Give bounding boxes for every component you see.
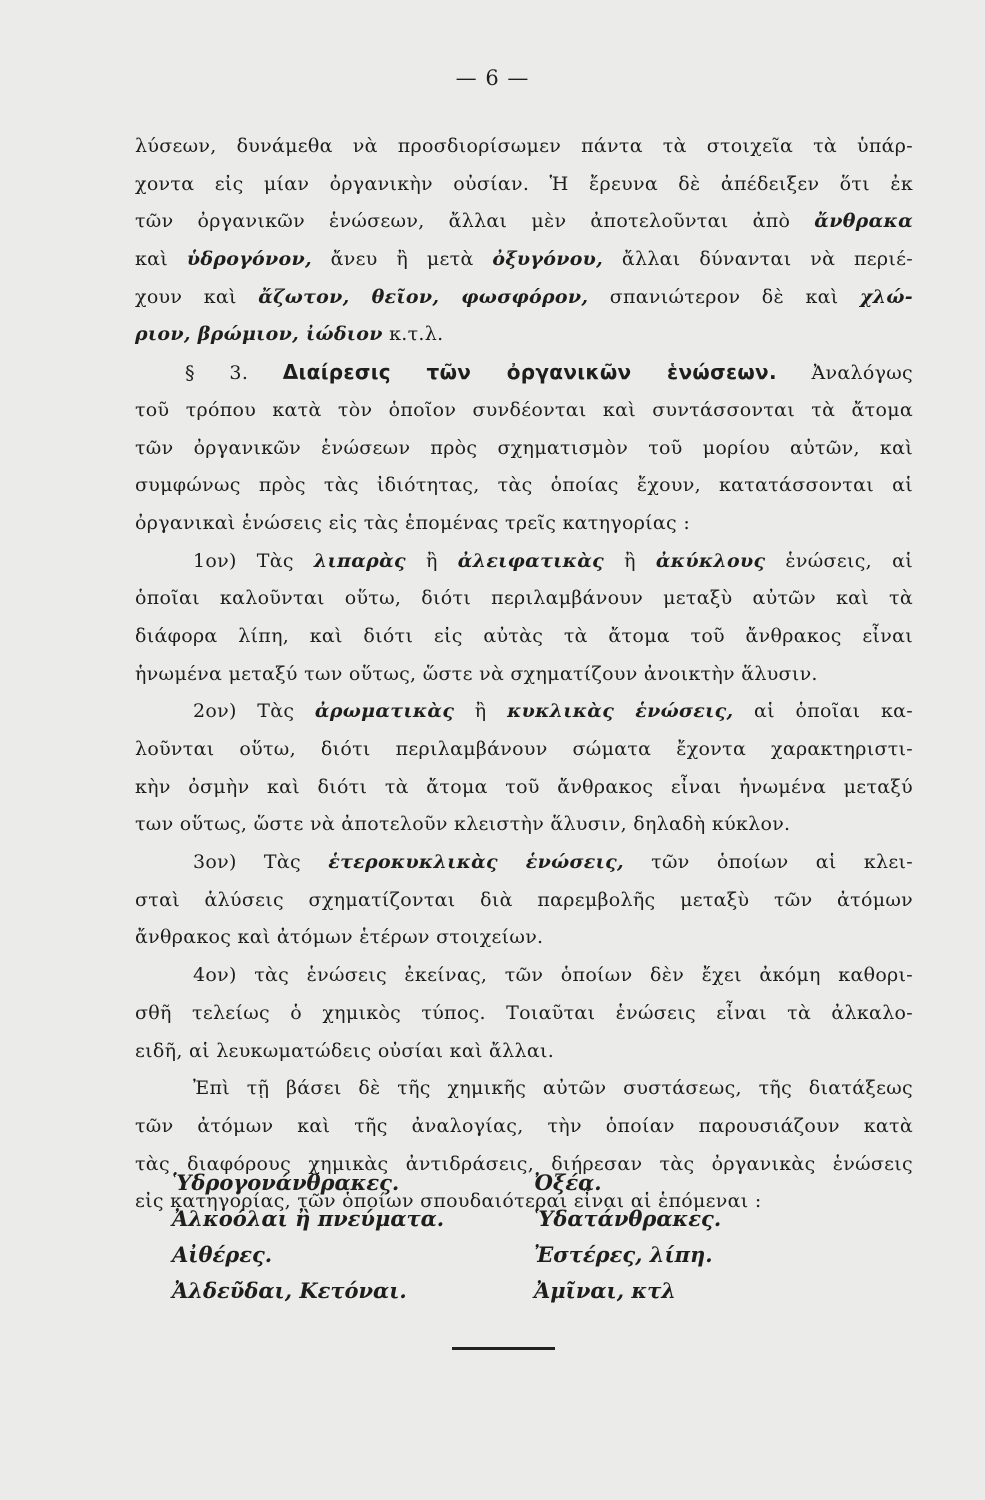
text-line xyxy=(135,128,913,166)
text-run: των οὕτως, ὥστε νὰ ἀποτελοῦν κλειστὴν ἅλυσιν, δηλαδὴ κύκλον. xyxy=(135,813,791,836)
page-number: — 6 — xyxy=(455,66,530,90)
text-run: 4ον) τὰς ἑνώσεις ἐκείνας, τῶν ὁποίων δὲν ἔχει ἀκόμη καθορι- xyxy=(193,964,913,987)
emphasis-term: ἄνθρακα xyxy=(814,210,913,233)
text-line xyxy=(135,806,913,844)
text-run: ἢ xyxy=(454,700,508,723)
text-line xyxy=(135,543,913,581)
text-run: τῶν ἀτόμων καὶ τῆς ἀναλογίας, τὴν ὁποίαν παρουσιάζουν κατὰ xyxy=(135,1114,913,1137)
text-run: τοῦ τρόπου κατὰ τὸν ὁποῖον συνδέονται καὶ συντάσσονται τὰ ἄτομα xyxy=(135,398,913,421)
text-run: 1ον) Τὰς xyxy=(193,549,314,572)
text-line xyxy=(135,919,913,957)
emphasis-term: λιπαρὰς xyxy=(313,549,406,572)
text-run: τῶν ὀργανικῶν ἑνώσεων πρὸς σχηματισμὸν τοῦ μορίου αὐτῶν, καὶ xyxy=(135,436,913,459)
category-row xyxy=(172,1201,832,1237)
text-line xyxy=(135,769,913,807)
text-run: λύσεων, δυνάμεθα νὰ προσδιορίσωμεν πάντα τὰ στοιχεῖα τὰ ὑπάρ- xyxy=(135,135,913,157)
text-run: αἱ ὁποῖαι κα- xyxy=(733,700,913,723)
text-line xyxy=(135,467,913,505)
text-run: σθῆ τελείως ὁ χημικὸς τύπος. Τοιαῦται ἑνώσεις εἶναι τὰ ἀλκαλο- xyxy=(135,1001,913,1024)
category-left: Ὑδρογονάνθρακες. xyxy=(172,1170,400,1195)
text-run: ὀργανικαὶ ἑνώσεις εἰς τὰς ἑπομένας τρεῖς κατηγορίας : xyxy=(135,511,691,534)
emphasis-term: χλώ- xyxy=(860,285,913,308)
text-line xyxy=(135,618,913,656)
category-right: Ὑδατάνθρακες. xyxy=(534,1206,722,1231)
text-line xyxy=(135,241,913,279)
text-line xyxy=(135,1070,913,1108)
text-run: τῶν ὀργανικῶν ἑνώσεων, ἄλλαι μὲν ἀποτελοῦνται ἀπὸ xyxy=(135,210,815,233)
text-run: διάφορα λίπη, καὶ διότι εἰς αὐτὰς τὰ ἄτομα τοῦ ἄνθρακος εἶναι xyxy=(135,624,913,647)
emphasis-term: ἑτεροκυκλικὰς ἑνώσεις, xyxy=(328,851,624,874)
category-row xyxy=(172,1237,832,1273)
text-run: Ἐπὶ τῇ βάσει δὲ τῆς χημικῆς αὐτῶν συστάσεως, τῆς διατάξεως xyxy=(193,1077,913,1100)
text-run: ὁποῖαι καλοῦνται οὕτω, διότι περιλαμβάνουν μεταξὺ αὐτῶν καὶ τὰ xyxy=(135,587,913,610)
text-line xyxy=(135,844,913,882)
text-line xyxy=(135,580,913,618)
text-line xyxy=(135,203,913,241)
emphasis-term: ἀρωματικὰς xyxy=(314,700,455,723)
text-line xyxy=(135,316,913,354)
text-run: ἄλλαι δύνανται νὰ περιέ- xyxy=(603,248,913,271)
text-run: συμφώνως πρὸς τὰς ἰδιότητας, τὰς ὁποίας ἔχουν, κατατάσσονται αἱ xyxy=(135,474,913,497)
category-right: Ὀξέα. xyxy=(534,1170,602,1195)
end-rule xyxy=(452,1347,555,1350)
text-run: § 3. xyxy=(185,362,283,385)
category-left: Αἰθέρες. xyxy=(172,1242,273,1267)
category-right: Ἀμῖναι, κτλ xyxy=(534,1278,676,1303)
text-line xyxy=(135,731,913,769)
text-line xyxy=(135,354,913,392)
text-run: ἄνθρακος καὶ ἀτόμων ἑτέρων στοιχείων. xyxy=(135,926,544,949)
text-line xyxy=(135,392,913,430)
text-line xyxy=(135,995,913,1033)
text-run: καὶ xyxy=(135,248,187,271)
text-run: Ἀναλόγως xyxy=(776,362,913,385)
text-run: χοντα εἰς μίαν ὀργανικὴν οὐσίαν. Ἡ ἔρευνα δὲ ἀπέδειξεν ὅτι ἐκ xyxy=(135,172,913,195)
text-line xyxy=(135,430,913,468)
text-line xyxy=(135,957,913,995)
category-left: Ἀλκοόλαι ἢ πνεύματα. xyxy=(172,1206,445,1231)
text-line xyxy=(135,882,913,920)
text-run: λοῦνται οὕτω, διότι περιλαμβάνουν σώματα ἔχοντα χαρακτηριστι- xyxy=(135,738,913,760)
text-run: τὰς διαφόρους χημικὰς ἀντιδράσεις, διήρεσαν τὰς ὀργανικὰς ἑνώσεις xyxy=(135,1152,913,1175)
text-run: σταὶ ἁλύσεις σχηματίζονται διὰ παρεμβολῆς μεταξὺ τῶν ἀτόμων xyxy=(135,888,913,911)
text-line xyxy=(135,505,913,543)
text-run: τῶν ὁποίων αἱ κλει- xyxy=(623,851,913,874)
emphasis-term: κυκλικὰς ἑνώσεις, xyxy=(507,700,734,723)
emphasis-term: ἀκύκλους xyxy=(655,549,766,572)
emphasis-term: ἄζωτον, θεῖον, φωσφόρον, xyxy=(258,285,589,308)
text-run: 2ον) Τὰς xyxy=(193,700,315,723)
text-line xyxy=(135,1033,913,1071)
category-row xyxy=(172,1273,832,1309)
emphasis-term: ὑδρογόνον, xyxy=(186,248,312,271)
text-run: ειδῆ, αἱ λευκωματώδεις οὐσίαι καὶ ἄλλαι. xyxy=(135,1039,555,1062)
body-text xyxy=(135,128,913,1221)
text-run: κὴν ὀσμὴν καὶ διότι τὰ ἄτομα τοῦ ἄνθρακος εἶναι ἡνωμένα μεταξύ xyxy=(135,775,913,798)
text-run: ἑνώσεις, αἱ xyxy=(765,549,913,572)
text-run: εἰς κατηγορίας, τῶν ὁποίων σπουδαιότεραι εἶναι αἱ ἑπόμεναι : xyxy=(135,1190,762,1213)
text-run: ἡνωμένα μεταξύ των οὕτως, ὥστε νὰ σχηματίζουν ἀνοικτὴν ἅλυσιν. xyxy=(135,662,818,685)
emphasis-term: ὀξυγόνου, xyxy=(492,248,604,271)
category-left: Ἀλδεῦδαι, Κετόναι. xyxy=(172,1278,407,1303)
category-right: Ἐστέρες, λίπη. xyxy=(534,1242,713,1267)
emphasis-term: ριον, βρώμιον, ἰώδιον xyxy=(135,323,383,346)
text-line xyxy=(135,1108,913,1146)
text-run: 3ον) Τὰς xyxy=(193,851,329,874)
category-list xyxy=(172,1165,832,1309)
category-row xyxy=(172,1165,832,1201)
text-run: ἢ xyxy=(405,549,458,572)
text-run: κ.τ.λ. xyxy=(382,323,444,346)
text-run: ἢ xyxy=(604,549,656,572)
text-run: σπανιώτερον δὲ καὶ xyxy=(588,285,860,308)
text-line xyxy=(135,166,913,204)
text-line xyxy=(135,656,913,694)
text-run: ἄνευ ἢ μετὰ xyxy=(311,248,493,271)
text-line xyxy=(135,279,913,317)
text-run: χουν καὶ xyxy=(135,285,259,308)
emphasis-term: ἀλειφατικὰς xyxy=(457,549,604,572)
text-line xyxy=(135,693,913,731)
section-heading: Διαίρεσις τῶν ὀργανικῶν ἑνώσεων. xyxy=(282,360,777,385)
